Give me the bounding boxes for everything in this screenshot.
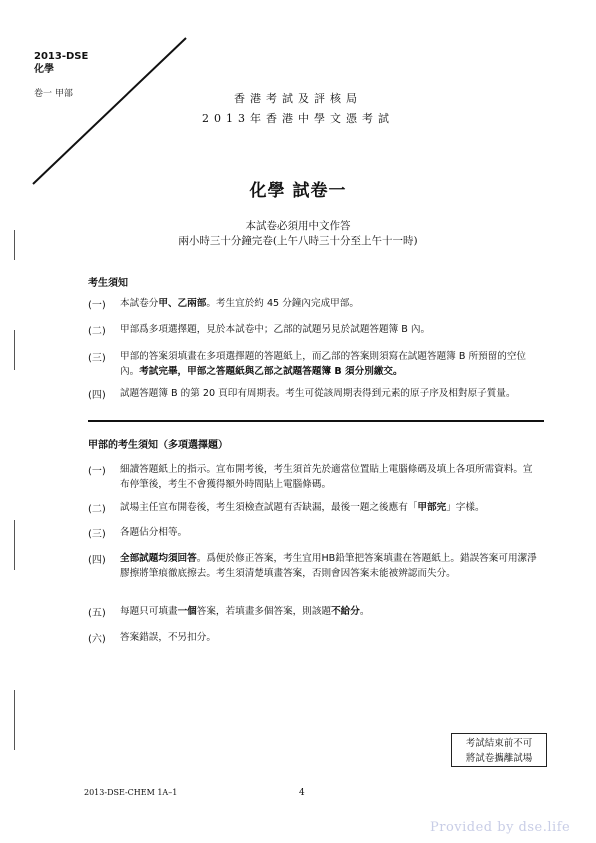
instruction-text: 全部試題均須回答。爲便於修正答案，考生宜用HB鉛筆把答案填畫在答題紙上。錯誤答案可用潔淨膠擦將筆痕徹底擦去。考生須清楚填畫答案，否則會因答案未能被辨認而失分。 xyxy=(120,553,537,579)
instruction-text: 試場主任宣布開卷後，考生須檢查試題有否缺漏，最後一題之後應有「甲部完」字樣。 xyxy=(120,502,485,513)
item-number: (四) xyxy=(88,555,106,566)
notice-line: 考試結束前不可 xyxy=(465,738,533,749)
item-number: (四) xyxy=(88,390,106,401)
item-number: (三) xyxy=(88,353,106,364)
instruction-text: 試題答題簿 B 的第 20 頁印有周期表。考生可從該周期表得到元素的原子序及相對原子質量。 xyxy=(120,388,516,399)
item-number: (二) xyxy=(88,504,106,515)
footer-paper-code: 2013-DSE-CHEM 1A–1 xyxy=(84,788,178,797)
section-a-heading: 甲部的考生須知（多項選擇題） xyxy=(88,440,228,451)
item-number: (三) xyxy=(88,529,106,540)
exam-code: 2013-DSE xyxy=(34,51,89,62)
instruction-text: 甲部爲多項選擇題，見於本試卷中；乙部的試題另見於試題答題簿 B 內。 xyxy=(120,324,431,335)
item-number: (二) xyxy=(88,326,106,337)
instruction-text: 答案錯誤，不另扣分。 xyxy=(120,632,216,643)
instruction-text: 本試卷分甲、乙兩部。考生宜於約 45 分鐘內完成甲部。 xyxy=(120,298,359,309)
paper-part-label: 卷一 甲部 xyxy=(34,89,73,99)
notice-box xyxy=(451,733,547,767)
item-number: (一) xyxy=(88,300,106,311)
duration-note: 兩小時三十分鐘完卷(上午八時三十分至上午十一時) xyxy=(178,235,418,247)
subject-label: 化學 xyxy=(34,64,54,75)
language-note: 本試卷必須用中文作答 xyxy=(245,220,351,232)
instruction-text: 甲部的答案須填畫在多項選擇題的答題紙上，而乙部的答案則須寫在試題答題簿 B 所預留的空位內。考試完畢，甲部之答題紙與乙部之試題答題簿 B 須分別繳交。 xyxy=(120,351,527,377)
authority-name: 香港考試及評核局 xyxy=(234,92,362,105)
notice-line: 將試卷攜離試場 xyxy=(465,753,533,764)
watermark-text: Provided by dse.life xyxy=(430,820,571,835)
paper-code-block xyxy=(34,50,88,76)
instruction-text: 細讀答題紙上的指示。宣布開考後，考生須首先於適當位置貼上電腦條碼及填上各項所需資料。宣布停筆後，考生不會獲得額外時間貼上電腦條碼。 xyxy=(120,464,533,490)
item-number: (六) xyxy=(88,634,106,645)
item-number: (一) xyxy=(88,466,106,477)
instruction-text: 各題佔分相等。 xyxy=(120,527,188,538)
exam-name: 2013年香港中學文憑考試 xyxy=(202,112,394,125)
item-number: (五) xyxy=(88,608,106,619)
instruction-text: 每題只可填畫一個答案，若填畫多個答案，則該題不給分。 xyxy=(120,606,370,617)
paper-title: 化學 試卷一 xyxy=(249,181,347,201)
page-number: 4 xyxy=(299,788,305,798)
section-divider xyxy=(88,420,544,422)
general-instructions-heading: 考生須知 xyxy=(88,278,128,289)
